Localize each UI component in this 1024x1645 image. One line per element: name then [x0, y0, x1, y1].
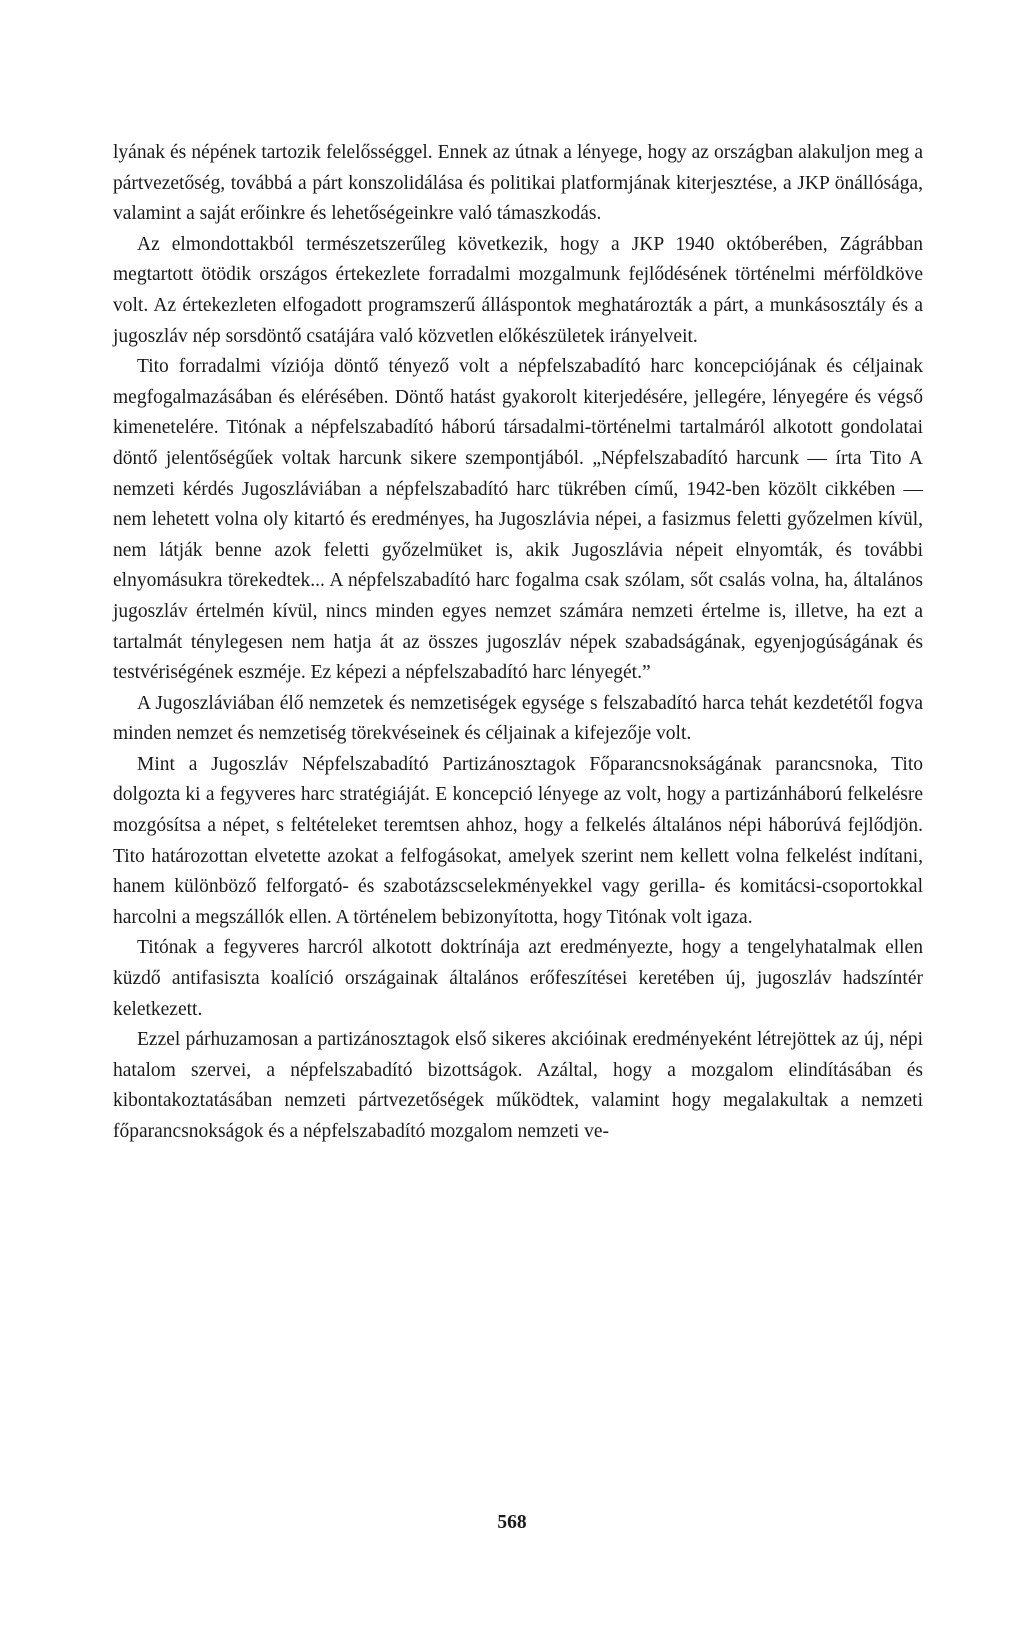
paragraph-tito-vision: Tito forradalmi víziója döntő tényező volt a népfelszabadító harc koncepciójának és céljainak megfogalmazásában és elérésében. Döntő hatást gyakorolt kiterjedésére, jellegére, lényegére és végső kimenetelére. Titónak a népfelszabadító háború társadalmi-történelmi tartalmáról alkotott gondolatai döntő jelentőségűek voltak harcunk sikere szempontjából. „Népfelszabadító harcunk — írta Tito A nemzeti kérdés Jugoszláviában a népfelszabadító harc tükrében című, 1942-ben közölt cikkében — nem lehetett volna oly kitartó és eredményes, ha Jugoszlávia népei, a fasizmus feletti győzelmen kívül, nem látják benne azok feletti győzelmüket is, akik Jugoszlávia népeit elnyomták, és további elnyomásukra törekedtek... A népfelszabadító harc fogalma csak szólam, sőt csalás volna, ha, általános jugoszláv értelmén kívül, nincs minden egyes nemzet számára nemzeti értelme is, illetve, ha ezt a tartalmát ténylegesen nem hatja át az összes jugoszláv népek szabadságának, egyenjogúságának és testvériségének eszméje. Ez képezi a népfelszabadító harc lényegét.”	[113, 356, 923, 684]
paragraph-doctrine: Titónak a fegyveres harcról alkotott doktrínája azt eredményezte, hogy a tengelyhatalmak ellen küzdő antifasiszta koalíció országainak általános erőfeszítései keretében új, jugoszláv hadszíntér keletkezett.	[113, 937, 923, 1020]
page-number: 568	[497, 1512, 527, 1533]
page-body	[113, 138, 923, 1148]
paragraph-committees: Ezzel párhuzamosan a partizánosztagok első sikeres akcióinak eredményeként létrejöttek az új, népi hatalom szervei, a népfelszabadító bizottságok. Azáltal, hogy a mozgalom elindításában és kibontakoztatásában nemzeti pártvezetőségek működtek, valamint hogy megalakultak a nemzeti főparancsnokságok és a népfelszabadító mozgalom nemzeti ve-	[113, 1029, 923, 1142]
paragraph-unity: A Jugoszláviában élő nemzetek és nemzetiségek egysége s felszabadító harca tehát kezdetétől fogva minden nemzet és nemzetiség törekvéseinek és céljainak a kifejezője volt.	[113, 692, 923, 745]
paragraph-armed-struggle-strategy: Mint a Jugoszláv Népfelszabadító Partizánosztagok Főparancsnokságának parancsnoka, Tito dolgozta ki a fegyveres harc stratégiáját. E koncepció lényege az volt, hogy a partizánháború felkelésre mozgósítsa a népet, s feltételeket teremtsen ahhoz, hogy a felkelés általános népi háborúvá fejlődjön. Tito határozottan elvetette azokat a felfogásokat, amelyek szerint nem kellett volna felkelést indítani, hanem különböző felforgató- és szabotázscselekményekkel vagy gerilla- és komitácsi-csoportokkal harcolni a megszállók ellen. A történelem bebizonyította, hogy Titónak volt igaza.	[113, 753, 923, 928]
paragraph-fifth-conference: Az elmondottakból természetszerűleg következik, hogy a JKP 1940 októberében, Zágrábban megtartott ötödik országos értekezlete forradalmi mozgalmunk fejlődésének történelmi mérföldköve volt. Az értekezleten elfogadott programszerű álláspontok meghatározták a párt, a munkásosztály és a jugoszláv nép sorsdöntő csatájára való közvetlen előkészületek irányelveit.	[113, 233, 923, 347]
paragraph-continuation: lyának és népének tartozik felelősséggel. Ennek az útnak a lényege, hogy az országban alakuljon meg a pártvezetőség, továbbá a párt konszolidálása és politikai platformjának kiterjesztése, a JKP önállósága, valamint a saját erőinkre és lehetőségeinkre való támaszkodás.	[113, 142, 923, 225]
